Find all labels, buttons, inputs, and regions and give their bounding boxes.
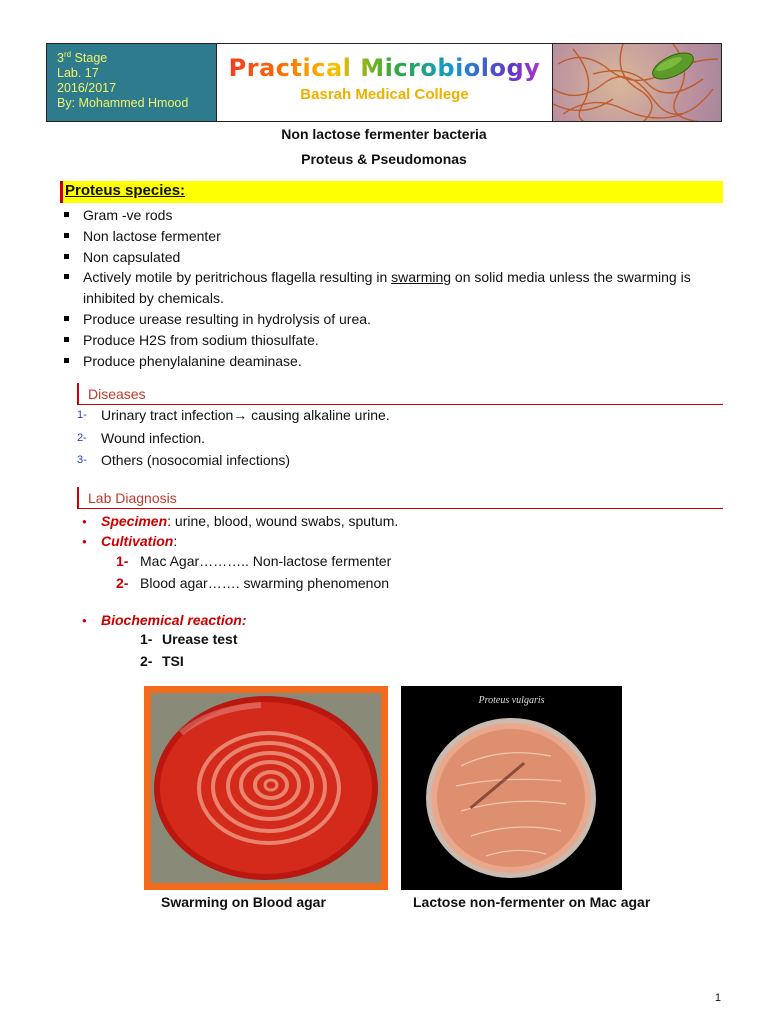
mac-agar-photo bbox=[401, 686, 622, 890]
list-item: 3- Others (nosocomial infections) bbox=[77, 452, 291, 469]
biochemical-item: ● Biochemical reaction: bbox=[82, 610, 247, 630]
stage-line bbox=[57, 47, 216, 66]
proteus-section-heading: Proteus species: bbox=[60, 181, 723, 203]
banner-subtitle: Basrah Medical College bbox=[300, 86, 469, 103]
stage-ordinal: rd bbox=[63, 50, 72, 59]
lab-diagnosis-heading: Lab Diagnosis bbox=[77, 487, 723, 509]
swarming-term: swarming bbox=[391, 269, 452, 286]
biochemical-tests-list bbox=[140, 628, 238, 672]
cultivation-list bbox=[116, 550, 391, 594]
lab-number: Lab. 17 bbox=[57, 66, 99, 81]
academic-year: 2016/2017 bbox=[57, 81, 117, 96]
list-item-motility: Actively motile by peritrichous flagella resulting in swarming on solid media unless the swarming is inhibited by chemicals. bbox=[62, 267, 712, 309]
course-info-box bbox=[47, 44, 217, 121]
list-item: Produce H2S from sodium thiosulfate. bbox=[62, 330, 712, 351]
list-item: 2- Wound infection. bbox=[77, 429, 206, 446]
document-title: Non lactose fermenter bacteria bbox=[281, 126, 487, 142]
list-item: Non lactose fermenter bbox=[62, 226, 712, 247]
list-item: 1- Mac Agar……….. Non-lactose fermenter bbox=[116, 553, 392, 569]
stage-number: 3 bbox=[57, 51, 64, 66]
banner-title: Practical Microbiology bbox=[217, 54, 552, 82]
diseases-list bbox=[77, 404, 390, 472]
cultivation-item: ● Cultivation: bbox=[82, 531, 398, 551]
stage-word: Stage bbox=[71, 51, 108, 66]
author: By: Mohammed Hmood bbox=[57, 96, 189, 111]
page-header bbox=[46, 43, 722, 122]
biochemical-list bbox=[82, 610, 247, 630]
list-item: Non capsulated bbox=[62, 247, 712, 268]
specimen-item: ● Specimen: urine, blood, wound swabs, sputum. bbox=[82, 511, 398, 531]
caption-mac-agar: Lactose non-fermenter on Mac agar bbox=[413, 894, 651, 910]
list-item: 1- Urinary tract infection→ causing alkaline urine. bbox=[77, 407, 390, 423]
list-item: 2- TSI bbox=[140, 653, 184, 669]
caption-blood-agar: Swarming on Blood agar bbox=[161, 894, 326, 910]
list-item: Produce phenylalanine deaminase. bbox=[62, 351, 712, 372]
proteus-characteristics-list bbox=[62, 205, 712, 371]
header-title-box bbox=[217, 44, 553, 121]
list-item: Gram -ve rods bbox=[62, 205, 712, 226]
lab-diagnosis-list bbox=[82, 511, 398, 551]
list-item: 1- Urease test bbox=[140, 631, 238, 647]
blood-agar-photo bbox=[144, 686, 388, 890]
diseases-heading: Diseases bbox=[77, 383, 723, 405]
bacteria-image bbox=[553, 44, 721, 121]
list-item: 2- Blood agar……. swarming phenomenon bbox=[116, 575, 390, 591]
page-number: 1 bbox=[714, 992, 721, 1004]
plate-label: Proteus vulgaris bbox=[478, 695, 545, 706]
document-subtitle: Proteus & Pseudomonas bbox=[301, 151, 467, 167]
list-item: Produce urease resulting in hydrolysis of urea. bbox=[62, 309, 712, 330]
